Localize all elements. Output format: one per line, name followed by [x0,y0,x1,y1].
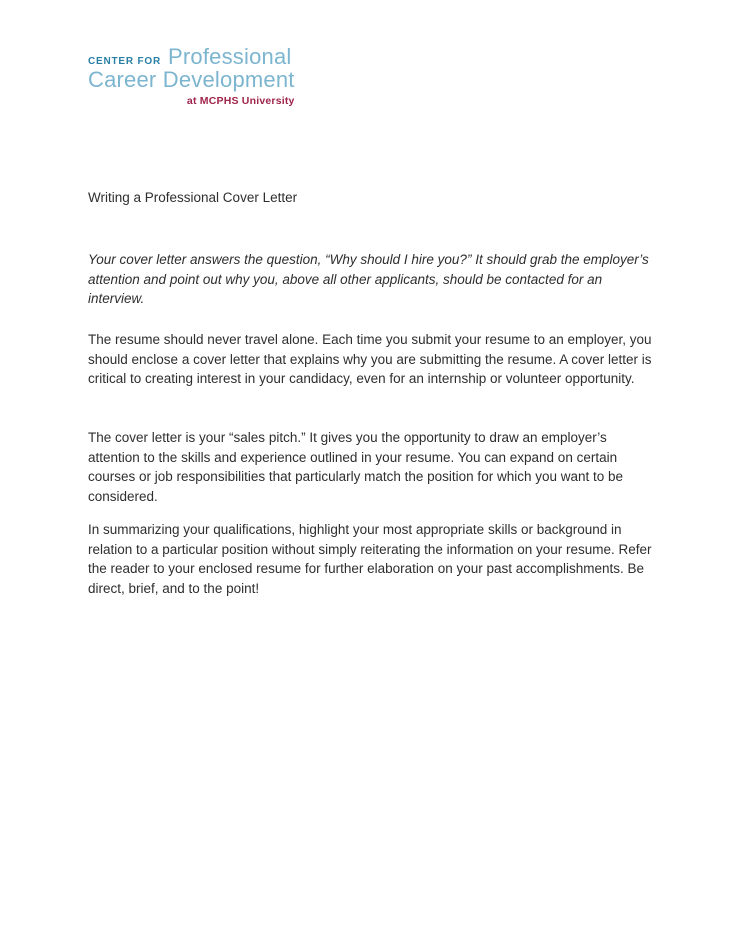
mcphs-career-development-logo [88,44,295,107]
logo-center-for-text: CENTER FOR [88,56,161,67]
logo-university-text: at MCPHS University [186,95,295,107]
document-title: Writing a Professional Cover Letter [88,190,298,205]
logo-professional-text: Professional [168,44,292,69]
logo-career-development-text: Career Development [88,67,295,92]
paragraph-intro-italic: Your cover letter answers the question, “Why should I hire you?” It should grab the employer’s attention and point out why you, above all other applicants, should be contacted for an interview. [88,252,649,307]
paragraph-resume-never-travels-alone: The resume should never travel alone. Each time you submit your resume to an employer, you should enclose a cover letter that explains why you are submitting the resume. A cover letter is critical to creating interest in your candidacy, even for an internship or volunteer opportunity. [88,332,652,387]
paragraph-sales-pitch: The cover letter is your “sales pitch.” It gives you the opportunity to draw an employer’s attention to the skills and experience outlined in your resume. You can expand on certain courses or job responsibilities that particularly match the position for which you want to be considered. [88,430,624,504]
paragraph-summarizing-qualifications: In summarizing your qualifications, highlight your most appropriate skills or background in relation to a particular position without simply reiterating the information on your resume. Refer the reader to your enclosed resume for further elaboration on your past accomplishments. Be direct, brief, and to the point! [88,522,652,596]
